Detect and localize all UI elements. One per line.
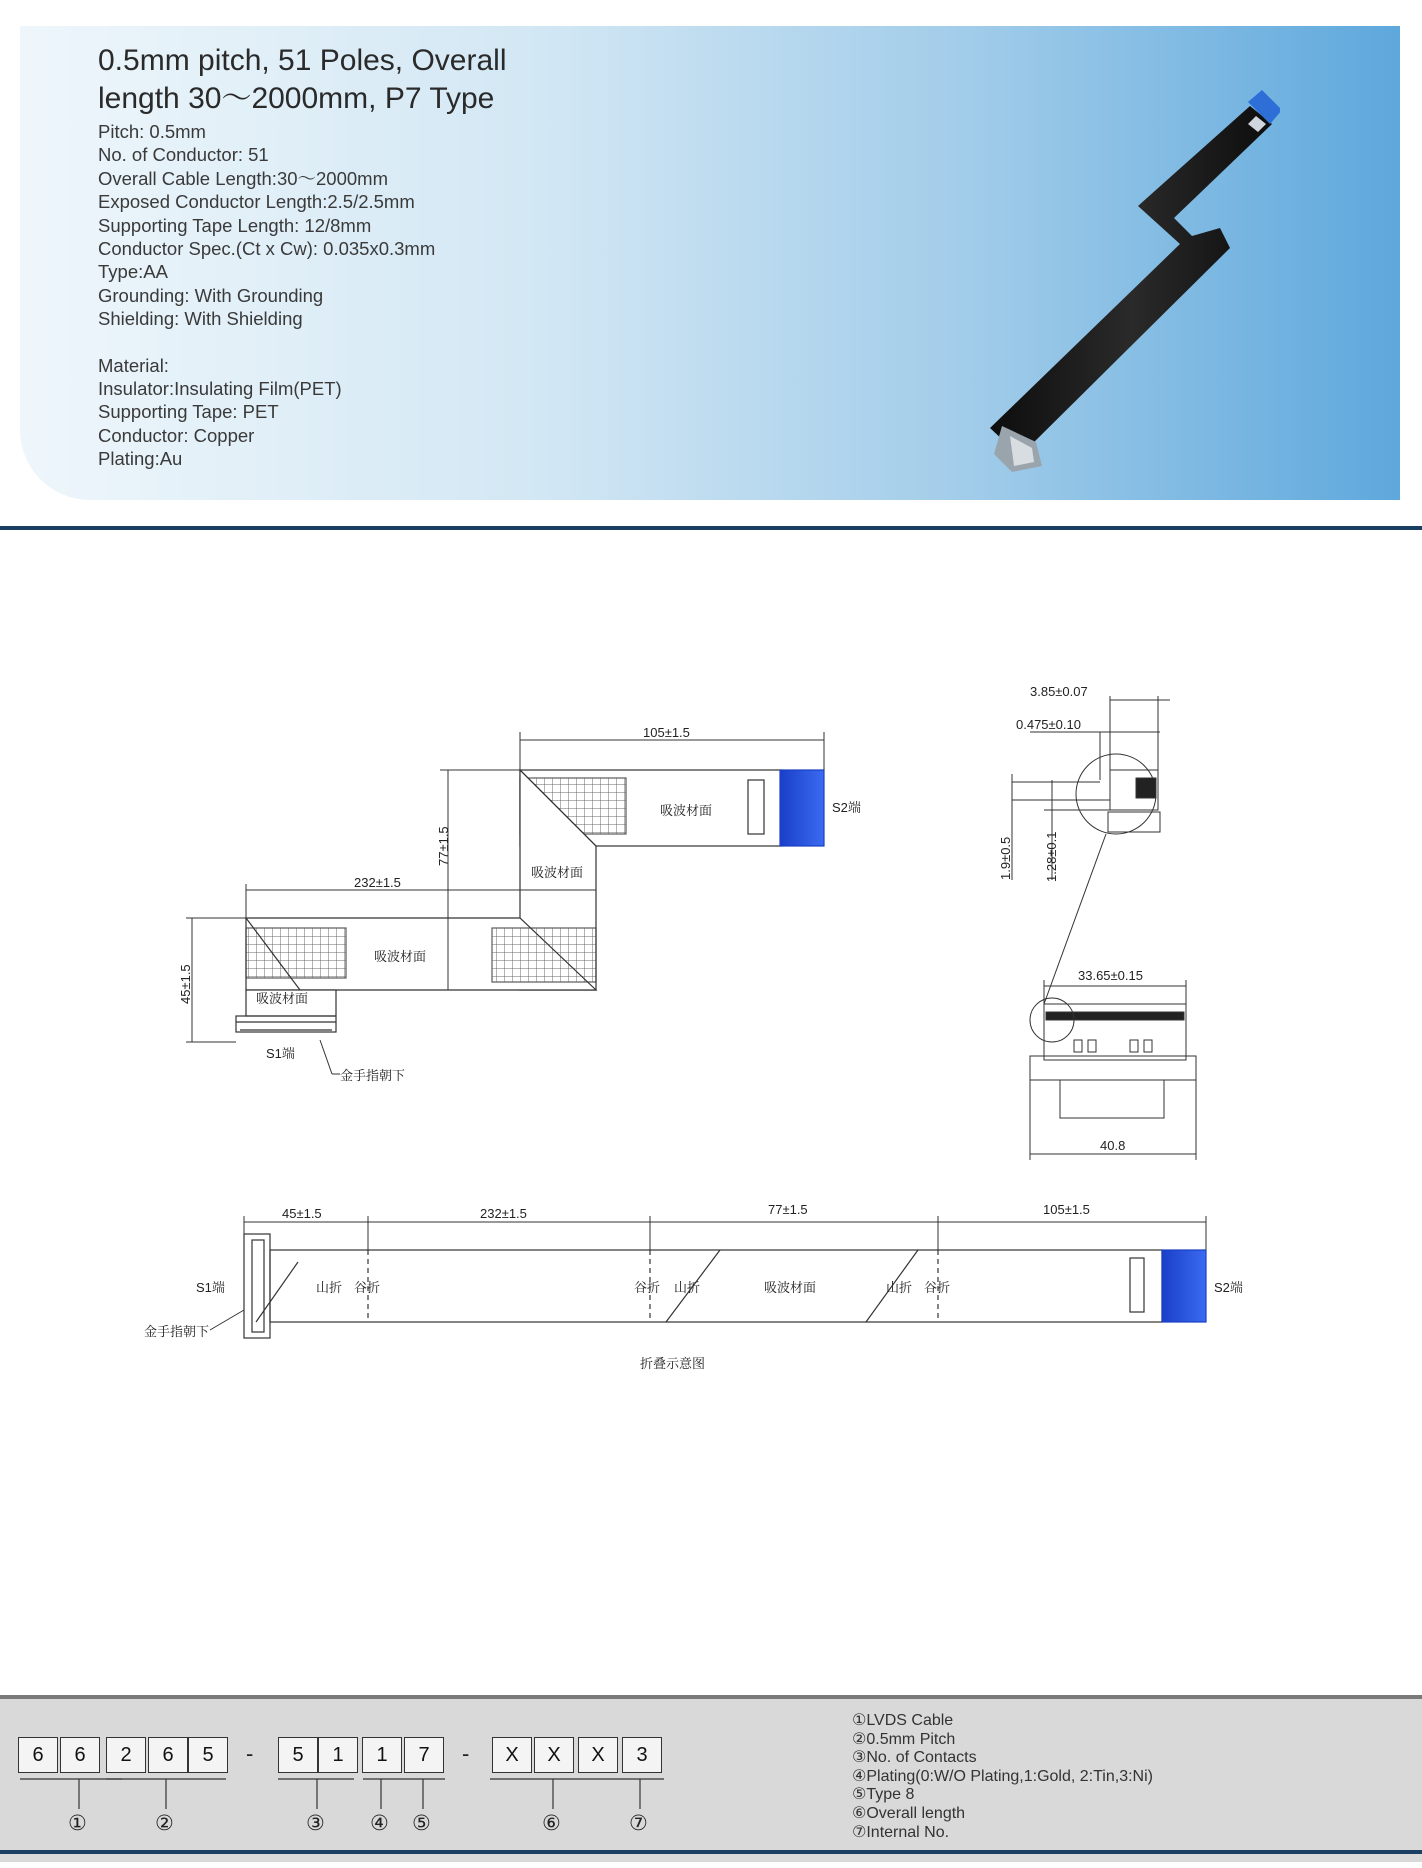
pn-marker-2: ② [155, 1812, 174, 1835]
dim-3365: 33.65±0.15 [1078, 968, 1143, 983]
spec-grounding: Grounding: With Grounding [98, 284, 324, 306]
spec-length: Overall Cable Length:30～2000mm [98, 167, 388, 189]
s1-label-top: S1端 [266, 1046, 295, 1061]
title-line-2: length 30～2000mm, P7 Type [98, 82, 495, 115]
pn-box-12: X [578, 1737, 618, 1773]
legend-item-5: ⑤Type 8 [852, 1786, 915, 1804]
pn-marker-4: ④ [370, 1812, 389, 1835]
mountain-fold-3: 山折 [886, 1280, 913, 1295]
pn-box-7: 1 [318, 1737, 358, 1773]
s2-label-flat: S2端 [1214, 1280, 1243, 1295]
mountain-fold-1: 山折 [316, 1280, 343, 1295]
pn-separator-2: - [462, 1741, 470, 1766]
part-number-leaders [0, 1699, 700, 1862]
part-number-panel [0, 1695, 1422, 1862]
dim-45-vertical: 45±1.5 [178, 964, 193, 1004]
fold-caption: 折叠示意图 [640, 1356, 706, 1371]
legend-item-7: ⑦Internal No. [852, 1823, 950, 1841]
title-line-1: 0.5mm pitch, 51 Poles, Overall [98, 44, 507, 77]
unfolded-view [244, 1234, 1206, 1338]
legend-item-3: ③No. of Contacts [852, 1749, 977, 1767]
connector-detail [1012, 696, 1196, 1160]
pn-box-1: 6 [18, 1737, 58, 1773]
pn-box-6: 5 [278, 1737, 318, 1773]
dim-385: 3.85±0.07 [1030, 684, 1088, 699]
absorb-label-3: 吸波材面 [374, 949, 427, 964]
legend-item-1: ①LVDS Cable [852, 1712, 954, 1729]
dim-77-flat: 77±1.5 [768, 1202, 808, 1217]
mountain-fold-2: 山折 [674, 1280, 701, 1295]
material-heading: Material: [98, 354, 169, 376]
legend-item-6: ⑥Overall length [852, 1804, 966, 1822]
pn-box-5: 5 [188, 1737, 228, 1773]
dim-105-flat: 105±1.5 [1043, 1202, 1090, 1217]
folded-view [236, 770, 824, 1032]
material-tape: Supporting Tape: PET [98, 401, 279, 423]
dim-232-top: 232±1.5 [354, 875, 401, 890]
s2-label-top: S2端 [832, 800, 861, 815]
spec-shielding: Shielding: With Shielding [98, 308, 303, 330]
pn-marker-3: ③ [306, 1812, 325, 1835]
spec-pitch: Pitch: 0.5mm [98, 121, 206, 142]
spec-tape-length: Supporting Tape Length: 12/8mm [98, 214, 372, 236]
spec-exposed: Exposed Conductor Length:2.5/2.5mm [98, 191, 415, 213]
pn-box-13: 3 [622, 1737, 662, 1773]
gold-down-top: 金手指朝下 [340, 1068, 406, 1083]
absorb-label-2: 吸波材面 [531, 865, 584, 880]
pn-box-2: 6 [60, 1737, 100, 1773]
gold-down-flat: 金手指朝下 [144, 1324, 210, 1339]
spec-conductor: Conductor Spec.(Ct x Cw): 0.035x0.3mm [98, 238, 436, 260]
footer-rule [0, 1850, 1422, 1854]
absorb-label-1: 吸波材面 [660, 803, 713, 818]
absorb-label-4: 吸波材面 [256, 991, 309, 1006]
legend-item-2: ②0.5mm Pitch [852, 1730, 956, 1748]
pn-box-9: 7 [404, 1737, 444, 1773]
valley-fold-3: 谷折 [924, 1280, 951, 1295]
spec-type: Type:AA [98, 261, 168, 283]
pn-separator-1: - [246, 1741, 254, 1766]
dim-77-vertical: 77±1.5 [436, 826, 451, 866]
absorb-label-flat: 吸波材面 [764, 1280, 817, 1295]
spec-conductors: No. of Conductor: 51 [98, 144, 269, 166]
pn-box-8: 1 [362, 1737, 402, 1773]
material-plating: Plating:Au [98, 448, 183, 470]
pn-box-4: 6 [148, 1737, 188, 1773]
dim-128: 1.28±0.1 [1044, 831, 1059, 882]
pn-marker-6: ⑥ [542, 1812, 561, 1835]
dim-19: 1.9±0.5 [998, 836, 1013, 880]
pn-marker-7: ⑦ [629, 1812, 648, 1835]
dim-232-flat: 232±1.5 [480, 1206, 527, 1221]
valley-fold-2: 谷折 [634, 1280, 661, 1295]
valley-fold-1: 谷折 [354, 1280, 381, 1295]
dim-45-flat: 45±1.5 [282, 1206, 322, 1221]
pn-marker-5: ⑤ [412, 1812, 431, 1835]
part-number-legend [852, 1712, 1153, 1842]
pn-box-3: 2 [106, 1737, 146, 1773]
dim-408: 40.8 [1100, 1138, 1126, 1153]
pn-box-10: X [492, 1737, 532, 1773]
s1-label-flat: S1端 [196, 1280, 225, 1295]
pn-box-11: X [534, 1737, 574, 1773]
pn-marker-1: ① [68, 1812, 87, 1835]
material-conductor: Conductor: Copper [98, 424, 255, 446]
legend-item-4: ④Plating(0:W/O Plating,1:Gold, 2:Tin,3:Ni) [852, 1767, 1153, 1785]
material-insulator: Insulator:Insulating Film(PET) [98, 378, 342, 400]
dim-105-top: 105±1.5 [643, 725, 690, 740]
dim-0475: 0.475±0.10 [1016, 717, 1081, 732]
